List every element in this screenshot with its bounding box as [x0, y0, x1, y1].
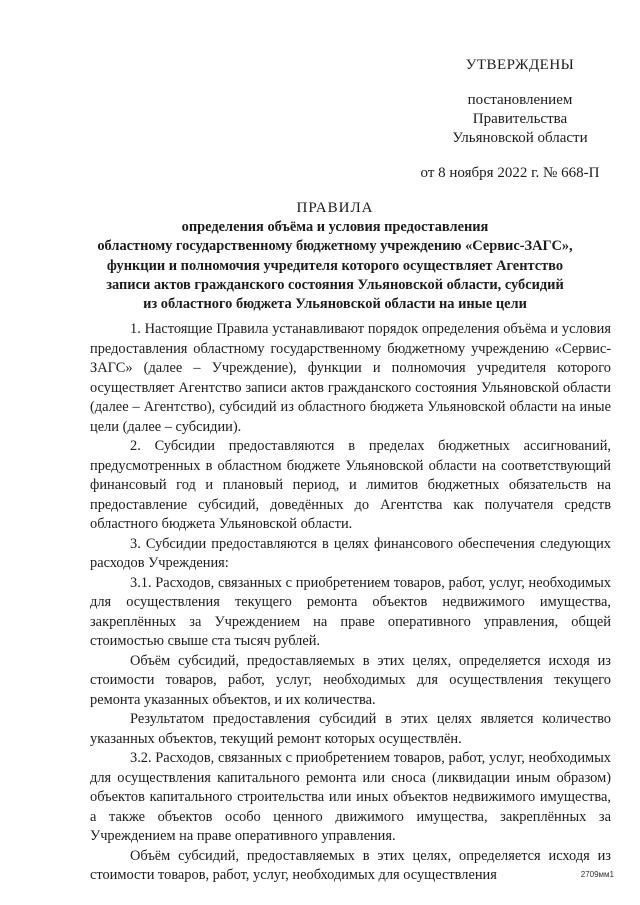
paragraph-3-2: 3.2. Расходов, связанных с приобретением товаров, работ, услуг, необходимых для осуществления капитального ремонта или сноса (ликвидации иным образом) объектов капитального строительства или иных объектов недвижимого имущества, а также объектов особо ценного движимого имущества, закреплённых за Учреждением на праве оперативного управления. [90, 750, 611, 844]
paragraph-3: 3. Субсидии предоставляются в целях финансового обеспечения следующих расходов Учреждения: [90, 535, 611, 571]
paragraph-3-2-volume: Объём субсидий, предоставляемых в этих целях, определяется исходя из стоимости товаров, работ, услуг, необходимых для осуществления [90, 847, 611, 883]
document-title [70, 199, 600, 314]
document-body [90, 320, 611, 886]
approval-authority-line2: Ульяновской области [452, 130, 588, 146]
paragraph-2: 2. Субсидии предоставляются в пределах бюджетных ассигнований, предусмотренных в областном бюджете Ульяновской области на соответствующий финансовый год и плановый период, и лимитов бюджетных обязательств на предоставление субсидий, доведённых до Агентства как получателя средств областного бюджета Ульяновской области. [90, 438, 611, 532]
title-line-2: областному государственному бюджетному учреждению «Сервис-ЗАГС», [97, 238, 573, 255]
approval-authority-line1: постановлением Правительства [467, 92, 573, 127]
title-line-5: из областного бюджета Ульяновской области на иные цели [143, 296, 527, 313]
title-main: ПРАВИЛА [296, 200, 374, 216]
approval-heading: УТВЕРЖДЕНЫ [465, 57, 575, 73]
paragraph-3-1-volume: Объём субсидий, предоставляемых в этих целях, определяется исходя из стоимости товаров, работ, услуг, необходимых для осуществления текущего ремонта указанных объектов, и их количества. [90, 652, 611, 708]
title-line-3: функции и полномочия учредителя которого осуществляет Агентство [106, 257, 564, 274]
approval-date: от 8 ноября 2022 г. № 668-П [420, 165, 600, 181]
approval-authority [420, 91, 620, 148]
title-line-1: определения объёма и условия предоставления [181, 219, 489, 236]
paragraph-3-1: 3.1. Расходов, связанных с приобретением товаров, работ, услуг, необходимых для осуществления текущего ремонта объектов недвижимого имущества, закреплённых за Учреждением на праве оперативного управления, общей стоимостью свыше ста тысяч рублей. [90, 574, 611, 649]
approval-stamp [380, 56, 620, 183]
title-line-4: записи актов гражданского состояния Ульяновской области, субсидий [106, 276, 564, 293]
paragraph-1: 1. Настоящие Правила устанавливают порядок определения объёма и условия предоставления областному государственному бюджетному учреждению «Сервис-ЗАГС» (далее – Учреждение), функции и полномочия учредителя которого осуществляет Агентство записи актов гражданского состояния Ульяновской области (далее – Агентство), субсидий из областного бюджета Ульяновской области на иные цели (далее – субсидии). [90, 321, 611, 435]
footer-code: 2709мм1 [580, 870, 614, 879]
paragraph-3-1-result: Результатом предоставления субсидий в этих целях является количество указанных объектов, текущий ремонт которых осуществлён. [90, 711, 611, 747]
